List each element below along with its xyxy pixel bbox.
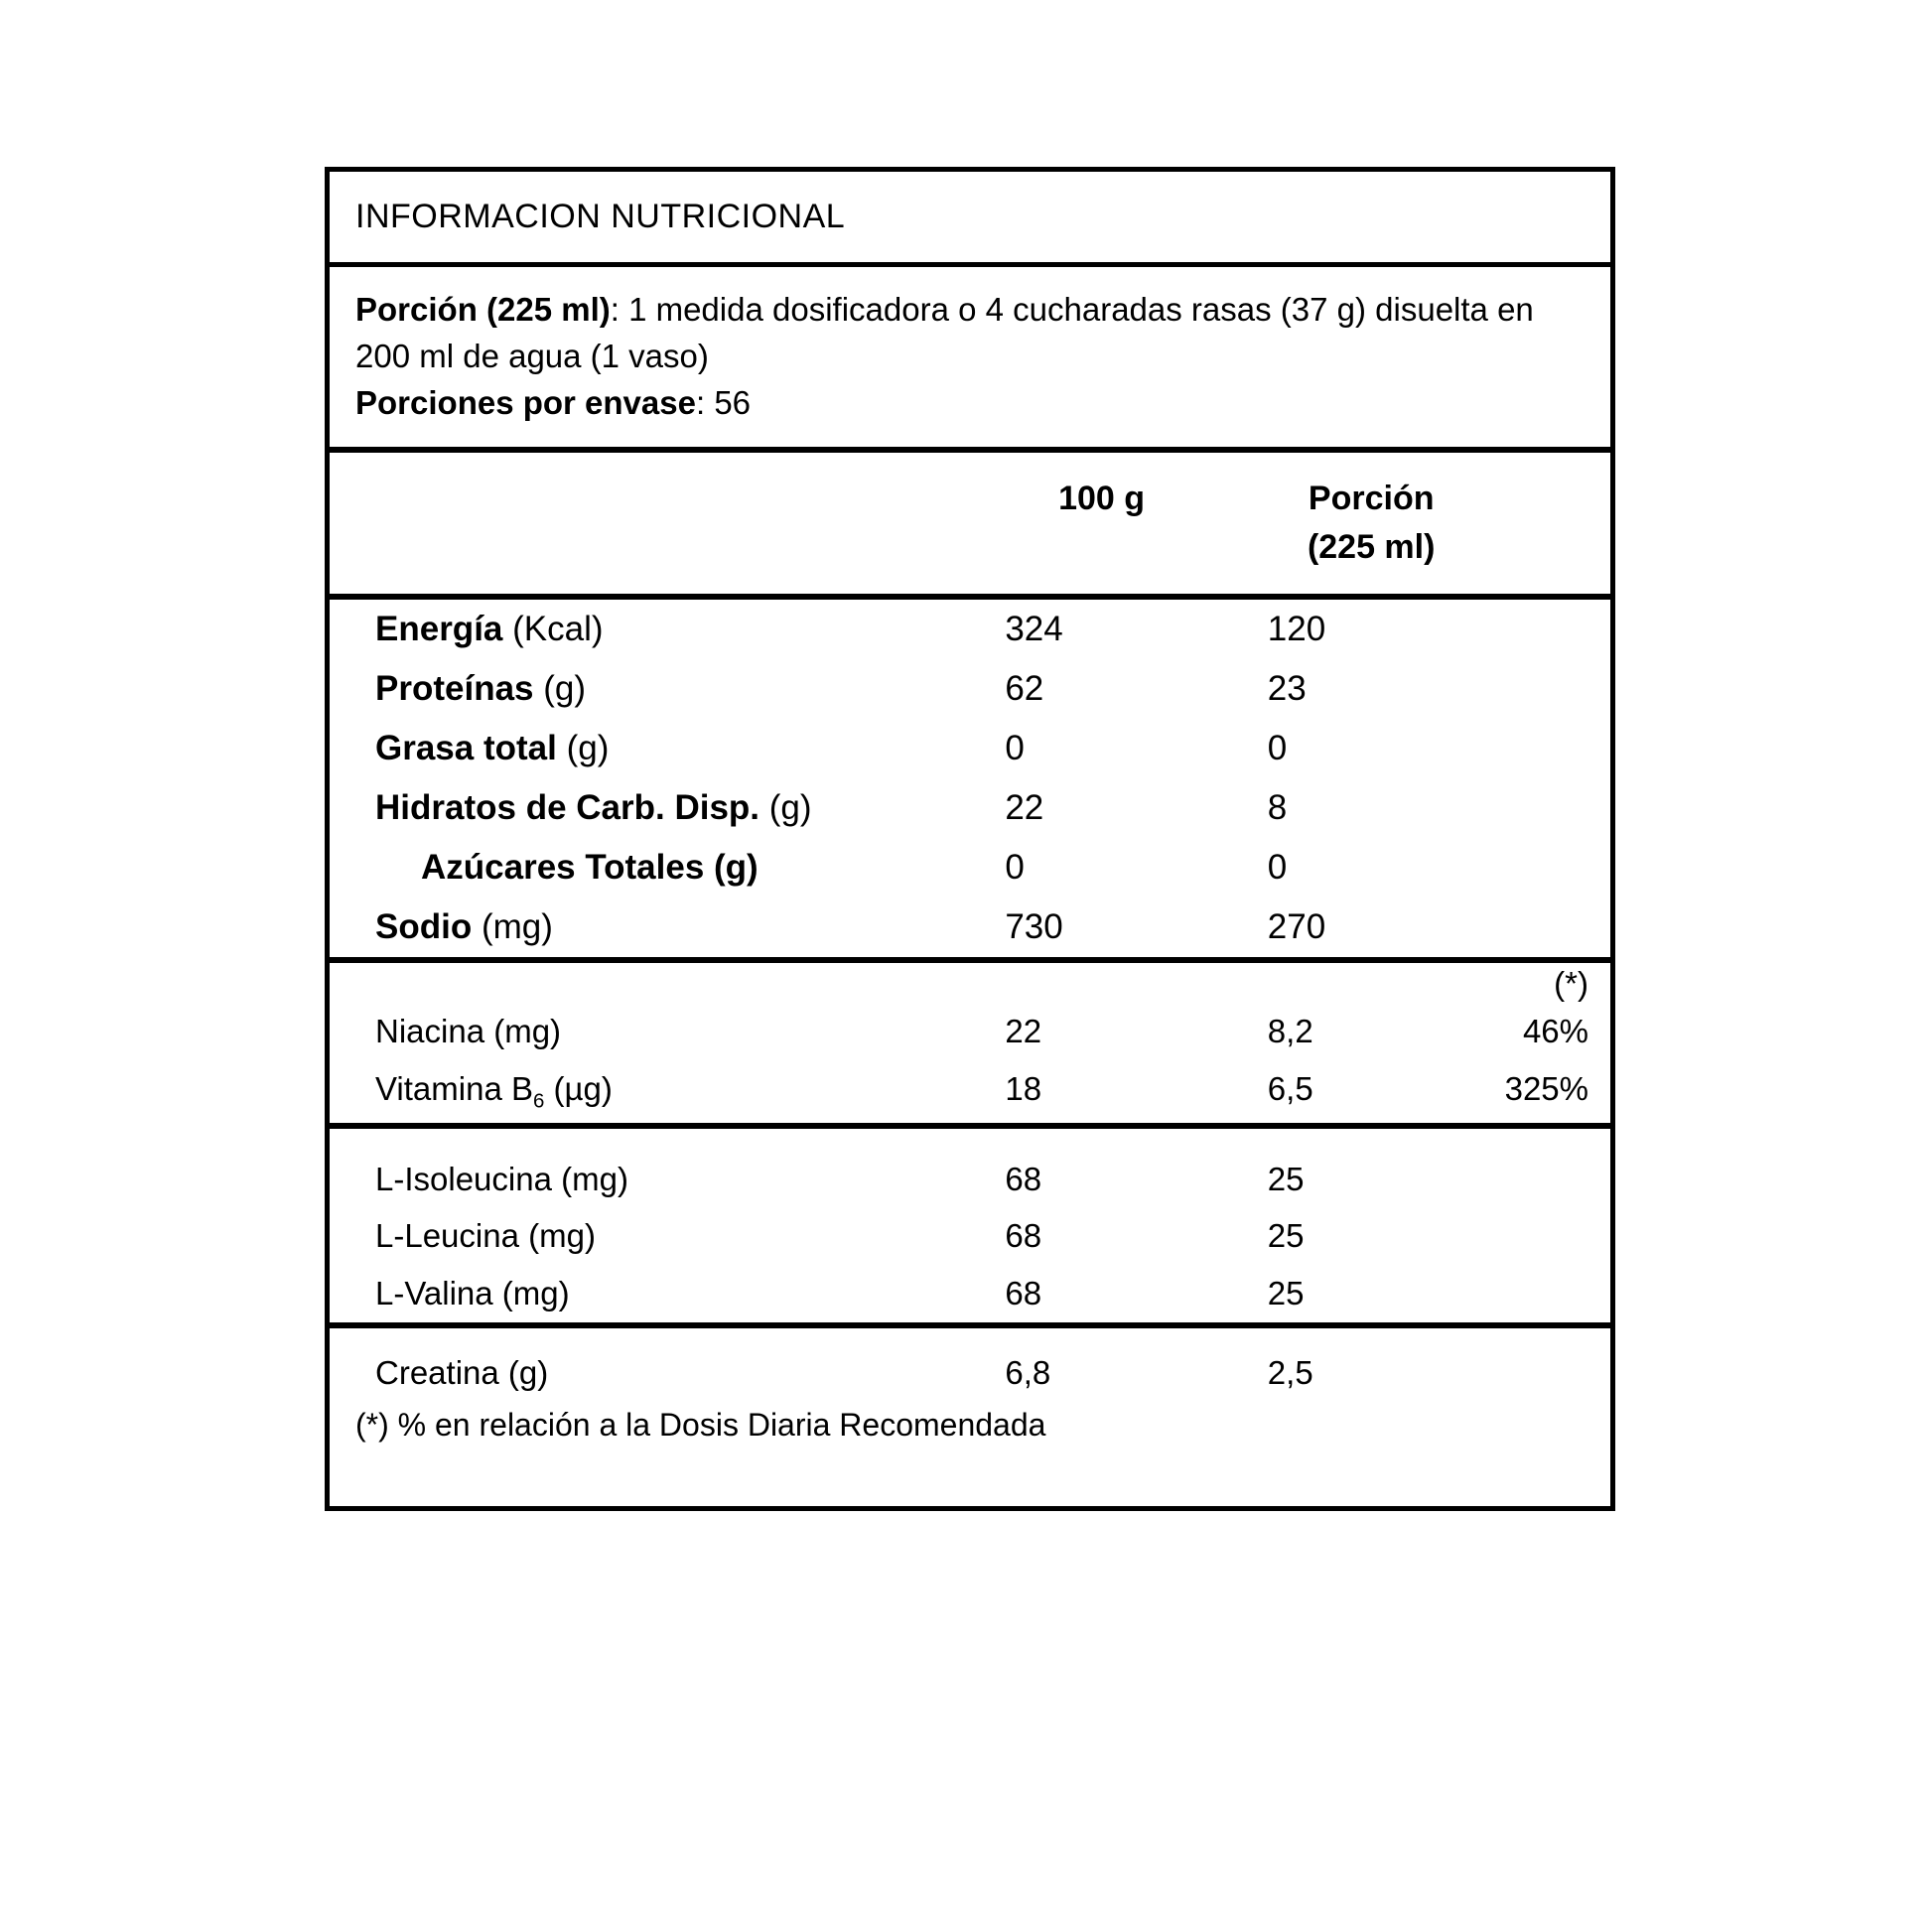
- serving-size-value: : 1 medida dosificadora o 4 cucharadas rasas (37 g) disuelta en 200 ml de agua (1 vaso): [355, 291, 1534, 374]
- value-per-portion: 23: [1267, 669, 1307, 709]
- nutrient-label: Hidratos de Carb. Disp.: [375, 788, 760, 828]
- value-per-100g: 68: [1005, 1275, 1042, 1312]
- table-header-row: [330, 453, 1610, 598]
- servings-per-container-value: : 56: [695, 383, 752, 421]
- section-divider-others: [330, 1325, 1610, 1344]
- nutrient-label: Energía: [375, 610, 503, 649]
- header-per-portion: [1268, 453, 1505, 598]
- table-row: [330, 659, 1610, 719]
- header-per-portion-line2: (225 ml): [1307, 527, 1436, 566]
- value-per-100g: 6,8: [1005, 1353, 1051, 1391]
- servings-per-container-label: Porciones por envase: [355, 383, 696, 421]
- value-pct: [1505, 1344, 1610, 1402]
- table-row: [330, 1003, 1610, 1060]
- nutrient-label: Proteínas: [375, 669, 534, 709]
- servings-per-container-line: [355, 380, 1585, 427]
- nutrient-unit: (g): [533, 669, 586, 709]
- value-pct: [1505, 838, 1610, 897]
- value-per-100g: 730: [1005, 907, 1063, 947]
- value-per-100g: 18: [1005, 1069, 1042, 1107]
- nutrient-name: Niacina (mg): [375, 1013, 562, 1050]
- nutrient-name: Creatina (g): [375, 1353, 549, 1391]
- value-per-portion: 25: [1267, 1275, 1305, 1312]
- value-per-portion: 8: [1267, 788, 1288, 828]
- nutrient-name: L-Isoleucina (mg): [375, 1160, 628, 1197]
- nutrient-unit: (mg): [472, 907, 553, 947]
- table-row: [330, 1151, 1610, 1208]
- serving-size-line: [355, 287, 1585, 380]
- nutrient-unit: (g): [556, 729, 610, 768]
- header-pct: [1505, 453, 1610, 598]
- subscript-6: 6: [532, 1089, 545, 1113]
- nutrition-table: [330, 453, 1610, 1402]
- header-blank: [330, 453, 1005, 598]
- nutrient-unit: (g): [759, 788, 812, 828]
- value-per-100g: 0: [1005, 729, 1025, 768]
- nutrient-name: L-Valina (mg): [375, 1275, 570, 1312]
- nutrient-name: [330, 659, 1005, 719]
- nutrient-name: [330, 778, 1005, 838]
- value-pct: [1505, 897, 1610, 960]
- value-per-100g: 22: [1005, 788, 1044, 828]
- value-pct: [1505, 1207, 1610, 1265]
- footnote: (*) % en relación a la Dosis Diaria Recomendada: [355, 1407, 1046, 1444]
- header-per-100g: 100 g: [1058, 479, 1146, 517]
- value-per-portion: 120: [1268, 597, 1505, 659]
- section-divider-vitamins: [330, 960, 1610, 1003]
- value-pct: 325%: [1504, 1069, 1588, 1107]
- nutrient-label: Grasa total: [375, 729, 557, 768]
- value-per-portion: 25: [1267, 1217, 1305, 1255]
- nutrient-name: [330, 897, 1005, 960]
- serving-info: [330, 267, 1610, 453]
- value-pct: [1505, 659, 1610, 719]
- value-per-100g: 324: [1005, 597, 1267, 659]
- value-pct: [1505, 719, 1610, 778]
- nutrient-name: [330, 597, 1005, 659]
- value-pct: [1505, 778, 1610, 838]
- value-pct: 46%: [1522, 1013, 1588, 1050]
- value-per-100g: 62: [1005, 669, 1044, 709]
- section-divider-aminoacids: [330, 1126, 1610, 1151]
- nutrient-label: Sodio: [375, 907, 473, 947]
- panel-title: INFORMACION NUTRICIONAL: [330, 172, 1610, 267]
- table-row: [330, 1060, 1610, 1126]
- nutrient-unit: (Kcal): [502, 610, 604, 649]
- value-per-100g: 68: [1005, 1160, 1042, 1197]
- daily-value-marker: (*): [1505, 960, 1610, 1003]
- table-row: [330, 838, 1610, 897]
- value-per-100g: 68: [1005, 1217, 1042, 1255]
- value-per-100g: 22: [1005, 1013, 1042, 1050]
- nutrient-name: L-Leucina (mg): [375, 1217, 596, 1255]
- value-per-portion: 6,5: [1267, 1069, 1313, 1107]
- table-row: [330, 597, 1610, 659]
- value-pct: [1505, 597, 1610, 659]
- table-row: [330, 1265, 1610, 1325]
- table-row: [330, 1207, 1610, 1265]
- value-per-portion: 0: [1267, 848, 1288, 888]
- nutrient-name: Vitamina $B_6$ (µg): [375, 1069, 613, 1113]
- panel-bottom-padding: [330, 1480, 1610, 1506]
- value-per-portion: 0: [1267, 729, 1288, 768]
- table-row: [330, 778, 1610, 838]
- serving-size-label: Porción (225 ml): [355, 291, 611, 328]
- table-row: [330, 1344, 1610, 1402]
- nutrient-name: [330, 719, 1005, 778]
- nutrient-label: Azúcares Totales (g): [421, 848, 759, 888]
- table-row: [330, 897, 1610, 960]
- value-per-100g: 0: [1005, 848, 1025, 888]
- value-per-portion: 25: [1267, 1160, 1305, 1197]
- header-per-portion-line1: Porción: [1308, 479, 1435, 517]
- value-per-portion: 8,2: [1267, 1013, 1313, 1050]
- table-row: [330, 719, 1610, 778]
- nutrient-name: [330, 838, 1005, 897]
- value-pct: [1505, 1151, 1610, 1208]
- value-pct: [1505, 1265, 1610, 1325]
- value-per-portion: 270: [1267, 907, 1326, 947]
- value-per-portion: 2,5: [1267, 1353, 1313, 1391]
- nutrition-facts-panel: [325, 167, 1615, 1511]
